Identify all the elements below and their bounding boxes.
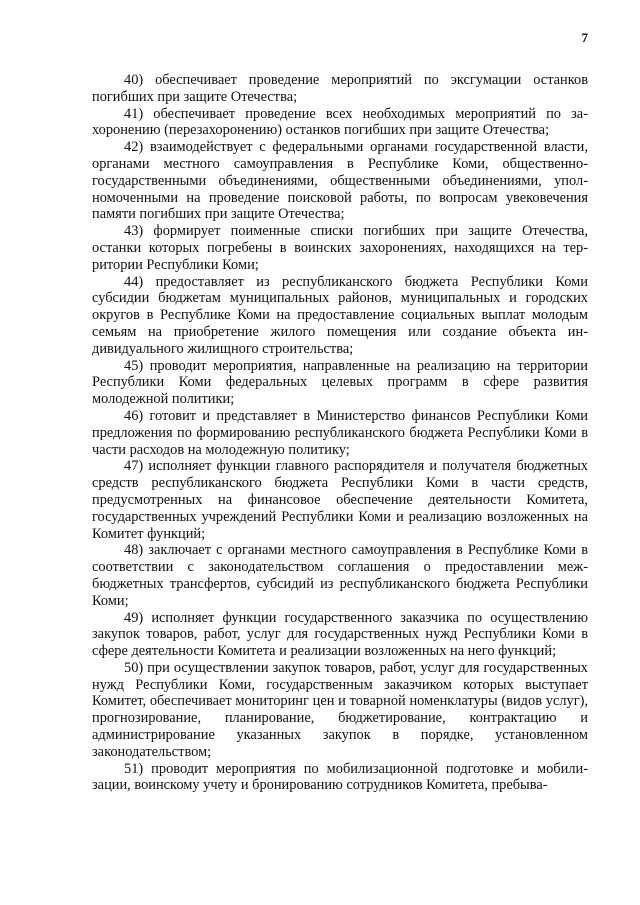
paragraph-46: 46) готовит и представляет в Министерство финансов Республики Коми предложения по формированию республиканского бюджета Республики Коми в части расходов на молодежную политику; <box>92 407 588 458</box>
paragraph-43: 43) формирует поименные списки погибших при защите Отечества, останки которых погребены в воинских захоронениях, находящихся на территории Республики Коми; <box>92 223 588 273</box>
paragraph-42: 42) взаимодействует с федеральными органами государственной власти, органами местного самоуправления в Республике Коми, общественно-государственными объединениями, общественными объединениями, уполномоченными на проведение поисковой работы, по вопросам увековечения памяти погибших при защите Отечества; <box>92 139 588 223</box>
paragraph-45: 45) проводит мероприятия, направленные на реализацию на территории Республики Коми федеральных целевых программ в сфере развития молодежной политики; <box>92 357 588 408</box>
paragraph-48: 48) заключает с органами местного самоуправления в Республике Коми в соответствии с законодательством соглашения о предоставлении межбюджетных трансфертов, субсидий из республиканского бюджета Республики Коми; <box>92 542 588 609</box>
paragraph-47: 47) исполняет функции главного распорядителя и получателя бюджетных средств республиканского бюджета Республики Коми в части средств, предусмотренных на финансовое обеспечение деятельности Комитета, государственных учреждений Республики Коми и реализацию возложенных на Комитет функций; <box>92 458 588 542</box>
paragraph-50: 50) при осуществлении закупок товаров, работ, услуг для государственных нужд Республики Коми, государственным заказчиком которых выступает Комитет, обеспечивает мониторинг цен и товарной номенклатуры (видов услуг), прогнозирование, планирование, бюджетирование, контрактацию и администрирование указанных закупок в порядке, установленном законодательством; <box>92 659 588 760</box>
paragraph-40: 40) обеспечивает проведение мероприятий по эксгумации останков погибших при защите Отечества; <box>92 72 588 105</box>
paragraph-41: 41) обеспечивает проведение всех необходимых мероприятий по захоронению (перезахоронению) останков погибших при защите Отечества; <box>92 105 588 139</box>
document-body <box>92 72 588 794</box>
page-number: 7 <box>581 30 588 45</box>
paragraph-44: 44) предоставляет из республиканского бюджета Республики Коми субсидии бюджетам муниципальных районов, муниципальных и городских округов в Республике Коми на предоставление социальных выплат молодым семьям на приобретение жилого помещения или создание объекта индивидуального жилищного строительства; <box>92 273 588 357</box>
paragraph-49: 49) исполняет функции государственного заказчика по осуществлению закупок товаров, работ, услуг для государственных нужд Республики Коми в сфере деятельности Комитета и реализации возложенных на него функций; <box>92 609 588 660</box>
paragraph-51: 51) проводит мероприятия по мобилизационной подготовке и мобилизации, воинскому учету и бронированию сотрудников Комитета, пребыва- <box>92 760 588 794</box>
